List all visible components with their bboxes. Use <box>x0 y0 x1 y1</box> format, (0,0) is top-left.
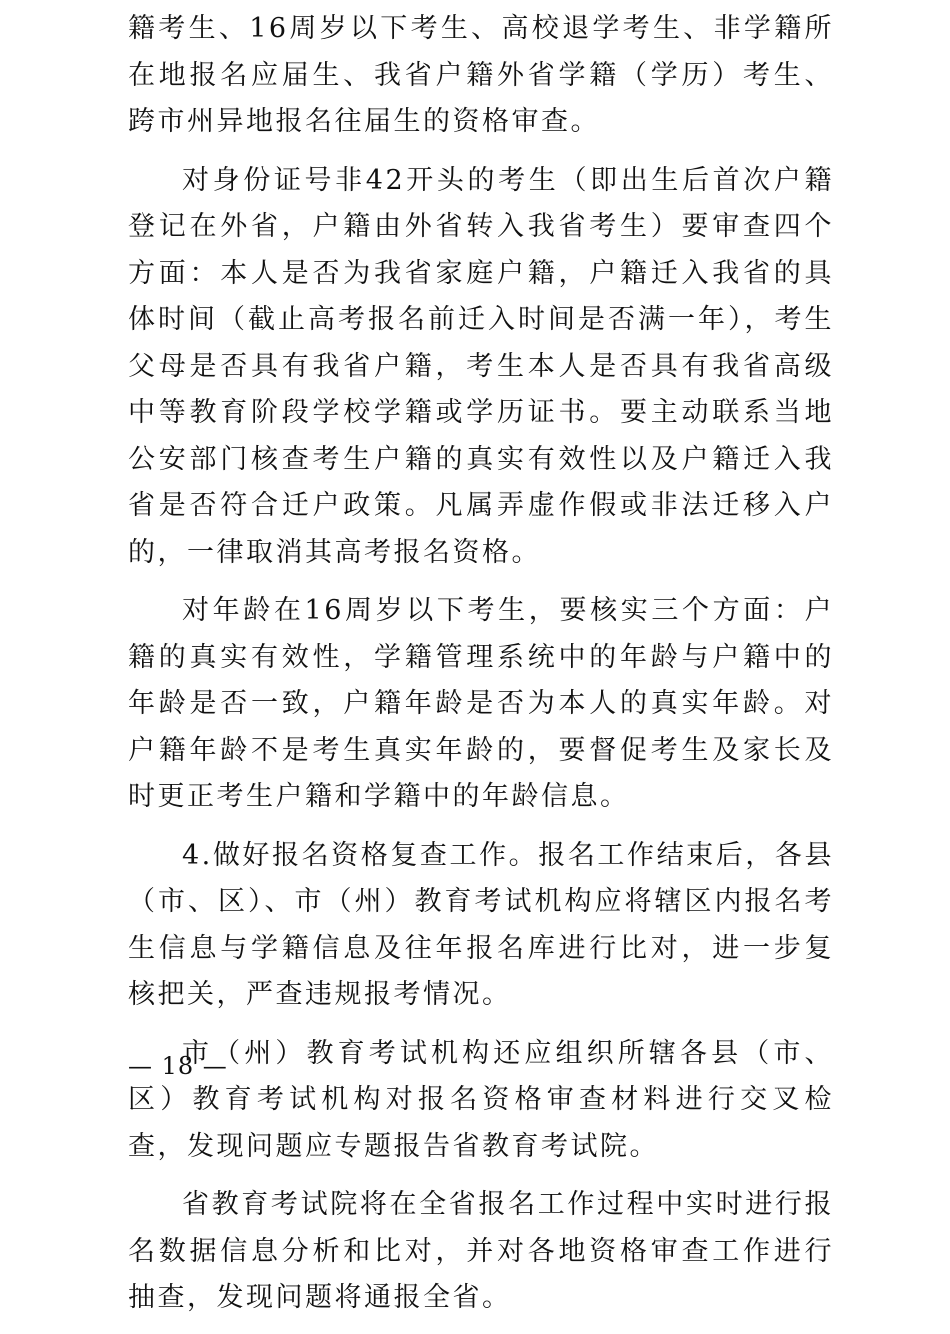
document-body <box>128 6 834 1334</box>
paragraph-provincial-review: 省教育考试院将在全省报名工作过程中实时进行报名数据信息分析和比对，并对各地资格审查工作进行抽查，发现问题将通报全省。 <box>128 1189 834 1313</box>
paragraph-cross-check: 市（州）教育考试机构还应组织所辖各县（市、区）教育考试机构对报名资格审查材料进行交叉检查，发现问题应专题报告省教育考试院。 <box>128 1037 834 1162</box>
paragraph-continuation: 籍考生、16周岁以下考生、高校退学考生、非学籍所在地报名应届生、我省户籍外省学籍（学历）考生、跨市州异地报名往届生的资格审查。 <box>128 13 834 137</box>
paragraph-age-check: 对年龄在16周岁以下考生，要核实三个方面：户籍的真实有效性，学籍管理系统中的年龄与户籍中的年龄是否一致，户籍年龄是否为本人的真实年龄。对户籍年龄不是考生真实年龄的，要督促考生及家长及时更正考生户籍和学籍中的年龄信息。 <box>128 595 834 812</box>
paragraph-id-check: 对身份证号非42开头的考生（即出生后首次户籍登记在外省，户籍由外省转入我省考生）要审查四个方面：本人是否为我省家庭户籍，户籍迁入我省的具体时间（截止高考报名前迁入时间是否满一年），考生父母是否具有我省户籍，考生本人是否具有我省高级中等教育阶段学校学籍或学历证书。要主动联系当地公安部门核查考生户籍的真实有效性以及户籍迁入我省是否符合迁户政策。凡属弄虚作假或非法迁移入户的，一律取消其高考报名资格。 <box>128 164 834 568</box>
page-number: — 18 — <box>128 1052 228 1080</box>
paragraph-recheck: 4.做好报名资格复查工作。报名工作结束后，各县（市、区）、市（州）教育考试机构应将辖区内报名考生信息与学籍信息及往年报名库进行比对，进一步复核把关，严查违规报考情况。 <box>128 839 834 1010</box>
